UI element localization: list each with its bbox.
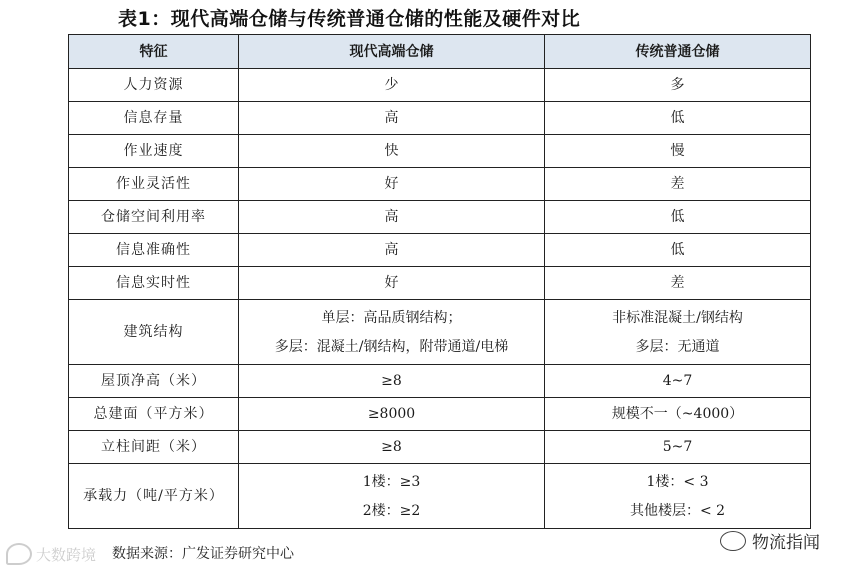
- table-body: [69, 69, 811, 529]
- modern-cell-line: 1楼：≥3: [362, 473, 421, 490]
- chat-bubble-icon: [6, 543, 32, 565]
- modern-cell: [239, 267, 545, 300]
- modern-cell: [239, 234, 545, 267]
- feature-cell: 作业速度: [69, 135, 239, 168]
- traditional-cell: [545, 464, 811, 529]
- table-row: [69, 431, 811, 464]
- traditional-cell-line: 低: [670, 242, 685, 258]
- modern-cell: [239, 135, 545, 168]
- watermark-right: [720, 528, 820, 553]
- feature-cell: 仓储空间利用率: [69, 201, 239, 234]
- traditional-cell: [545, 135, 811, 168]
- traditional-cell-line: 规模不一（~4000）: [611, 406, 744, 422]
- traditional-cell: [545, 365, 811, 398]
- feature-cell: 作业灵活性: [69, 168, 239, 201]
- modern-cell: [239, 464, 545, 529]
- traditional-cell-line: 慢: [670, 143, 685, 159]
- feature-cell: 屋顶净高（米）: [69, 365, 239, 398]
- wechat-icon: [720, 531, 746, 551]
- table-row: [69, 201, 811, 234]
- table-row: [69, 69, 811, 102]
- header-feature: 特征: [69, 35, 239, 69]
- traditional-cell-line: 5~7: [662, 439, 693, 455]
- comparison-table: [68, 34, 811, 529]
- watermark-left: [6, 543, 96, 565]
- modern-cell: [239, 69, 545, 102]
- traditional-cell: [545, 300, 811, 365]
- modern-cell-line: 多层：混凝土/钢结构，附带通道/电梯: [274, 338, 509, 355]
- modern-cell: [239, 398, 545, 431]
- modern-cell-line: ≥8000: [367, 406, 416, 422]
- modern-cell-line: 快: [384, 143, 399, 159]
- table-header-row: [69, 35, 811, 69]
- modern-cell-line: ≥8: [381, 373, 402, 389]
- traditional-cell-line: 非标准混凝土/钢结构: [612, 309, 743, 326]
- traditional-cell-line: 低: [670, 209, 685, 225]
- traditional-cell-line: 其他楼层：< 2: [629, 502, 726, 519]
- traditional-cell-line: 4~7: [662, 373, 693, 389]
- traditional-cell-line: 差: [670, 275, 685, 291]
- table-row: [69, 234, 811, 267]
- table-row: [69, 267, 811, 300]
- traditional-cell: [545, 267, 811, 300]
- traditional-cell-line: 差: [670, 176, 685, 192]
- modern-cell: [239, 168, 545, 201]
- table-row: [69, 102, 811, 135]
- traditional-cell: [545, 234, 811, 267]
- modern-cell-line: 高: [384, 242, 399, 258]
- traditional-cell-line: 多: [670, 77, 685, 93]
- feature-cell: 信息实时性: [69, 267, 239, 300]
- feature-cell: 立柱间距（米）: [69, 431, 239, 464]
- feature-cell: 建筑结构: [69, 300, 239, 365]
- modern-cell: [239, 300, 545, 365]
- watermark-left-text: 大数跨境: [36, 545, 97, 564]
- data-source-note: 数据来源：广发证券研究中心: [112, 546, 294, 562]
- modern-cell-line: 高: [384, 209, 399, 225]
- watermark-right-text: 物流指闻: [752, 533, 820, 553]
- traditional-cell: [545, 431, 811, 464]
- table-row: [69, 135, 811, 168]
- table-row: [69, 300, 811, 365]
- modern-cell-line: 单层：高品质钢结构；: [321, 309, 462, 326]
- traditional-cell-line: 1楼：< 3: [646, 473, 709, 490]
- header-modern: 现代高端仓储: [239, 35, 545, 69]
- feature-cell: 人力资源: [69, 69, 239, 102]
- table-row: [69, 365, 811, 398]
- modern-cell: [239, 365, 545, 398]
- table-row: [69, 464, 811, 529]
- traditional-cell: [545, 102, 811, 135]
- modern-cell: [239, 201, 545, 234]
- header-traditional: 传统普通仓储: [545, 35, 811, 69]
- modern-cell-line: 好: [384, 275, 399, 291]
- modern-cell-line: 2楼：≥2: [362, 502, 421, 519]
- modern-cell: [239, 102, 545, 135]
- feature-cell: 信息存量: [69, 102, 239, 135]
- traditional-cell-line: 低: [670, 110, 685, 126]
- traditional-cell: [545, 168, 811, 201]
- modern-cell-line: 高: [384, 110, 399, 126]
- table-row: [69, 168, 811, 201]
- table-row: [69, 398, 811, 431]
- feature-cell: 信息准确性: [69, 234, 239, 267]
- traditional-cell: [545, 398, 811, 431]
- traditional-cell: [545, 69, 811, 102]
- traditional-cell: [545, 201, 811, 234]
- modern-cell-line: 好: [384, 176, 399, 192]
- feature-cell: 总建面（平方米）: [69, 398, 239, 431]
- modern-cell: [239, 431, 545, 464]
- modern-cell-line: 少: [384, 77, 399, 93]
- table-title: 表1：现代高端仓储与传统普通仓储的性能及硬件对比: [118, 8, 581, 30]
- feature-cell: 承载力（吨/平方米）: [69, 464, 239, 529]
- traditional-cell-line: 多层：无通道: [635, 338, 720, 355]
- modern-cell-line: ≥8: [381, 439, 402, 455]
